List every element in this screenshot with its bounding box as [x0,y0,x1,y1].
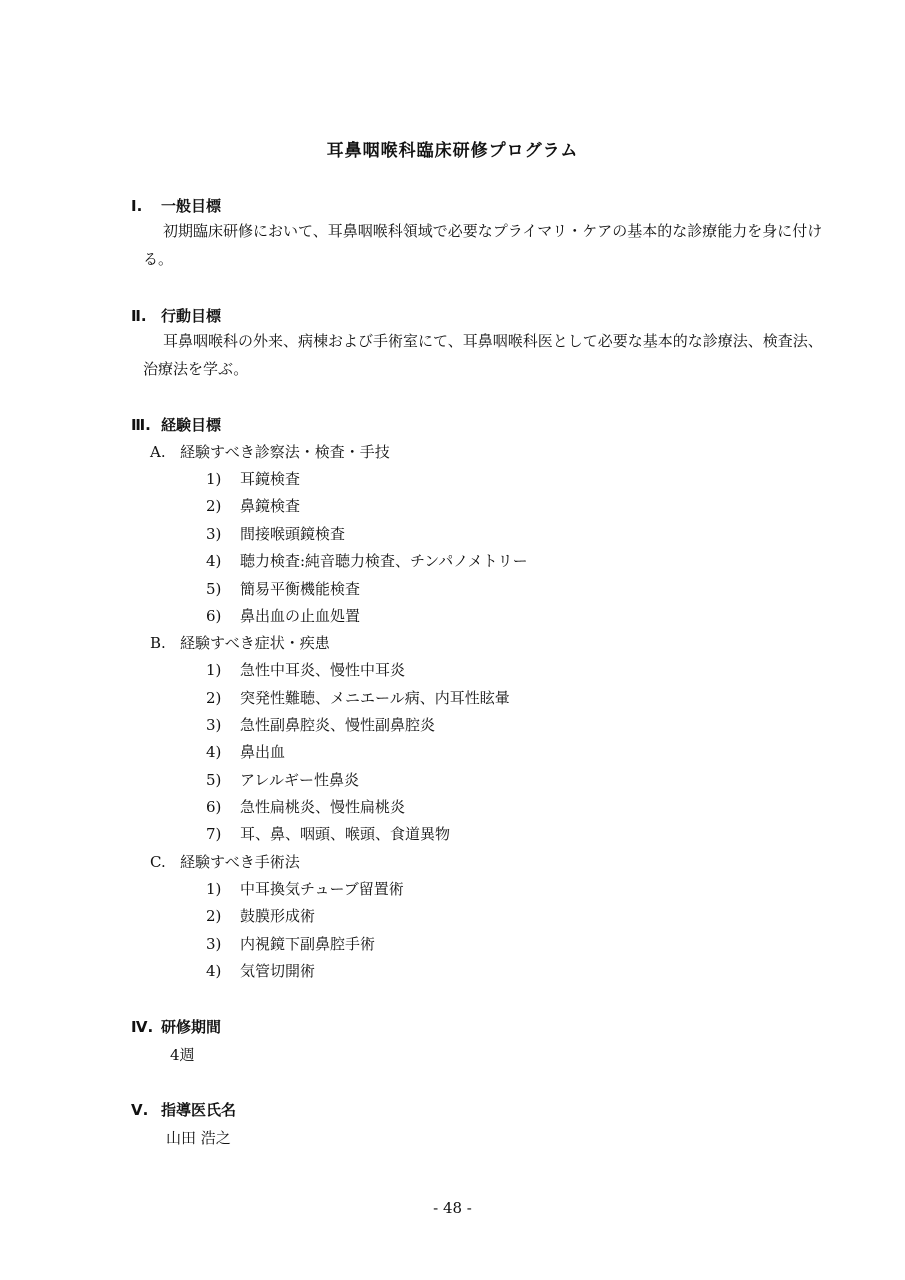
section-heading-supervisor [131,1099,236,1120]
item-number: 5) [206,771,222,789]
subsection-c [150,851,300,872]
general-goal-text: 初期臨床研修において、耳鼻咽喉科領域で必要なプライマリ・ケアの基本的な診療能力を身に付ける。 [143,222,823,268]
item-text: 聴力検査:純音聴力検査、チンパノメトリー [240,552,528,570]
item-number: 3) [206,935,222,953]
item-number: 2) [206,689,222,707]
list-item [206,495,300,516]
section-heading-experience-goal [131,414,221,435]
section-number: Ⅳ. [131,1018,154,1036]
subsection-b [150,632,330,653]
section-heading-general-goal [131,195,221,216]
list-item [206,933,375,954]
subsection-label: 経験すべき手術法 [180,853,300,871]
subsection-a [150,441,390,462]
item-number: 1) [206,470,222,488]
section-number: Ⅰ. [131,197,143,215]
subsection-number: C. [150,853,166,871]
page-title: 耳鼻咽喉科臨床研修プログラム [326,141,579,161]
list-item [206,714,435,735]
list-item [206,578,360,599]
item-text: 内視鏡下副鼻腔手術 [240,935,376,953]
subsection-label: 経験すべき診察法・検査・手技 [180,443,390,461]
list-item [206,905,315,926]
item-text: 中耳換気チューブ留置術 [240,880,404,898]
item-text: 簡易平衡機能検査 [240,580,361,598]
item-text: 突発性難聴、メニエール病、内耳性眩暈 [240,689,510,707]
subsection-number: A. [150,443,166,461]
item-text: アレルギー性鼻炎 [240,771,360,789]
section-number: Ⅲ. [131,416,151,434]
item-number: 1) [206,661,222,679]
behavior-goal-text: 耳鼻咽喉科の外来、病棟および手術室にて、耳鼻咽喉科医として必要な基本的な診療法、検査法、治療法を学ぶ。 [143,332,823,378]
item-number: 5) [206,580,222,598]
list-item [206,796,405,817]
item-text: 急性中耳炎、慢性中耳炎 [240,661,406,679]
item-text: 鼻鏡検査 [240,497,301,515]
item-number: 6) [206,798,222,816]
training-period-value: 4週 [170,1046,195,1064]
section-number: Ⅴ. [131,1101,149,1119]
subsection-number: B. [150,634,166,652]
item-text: 耳鏡検査 [240,470,301,488]
section-heading-training-period [131,1016,221,1037]
subsection-label: 経験すべき症状・疾患 [180,634,330,652]
item-text: 気管切開術 [240,962,316,980]
supervisor-name: 山田 浩之 [166,1129,231,1147]
item-text: 間接喉頭鏡検査 [240,525,346,543]
item-number: 4) [206,743,222,761]
item-text: 鼻出血 [240,743,286,761]
section-number: Ⅱ. [131,307,147,325]
list-item [206,659,405,680]
list-item [206,687,510,708]
list-item [206,605,360,626]
item-text: 鼓膜形成術 [240,907,316,925]
section-label: 一般目標 [161,197,222,215]
list-item [206,878,404,899]
item-text: 急性扁桃炎、慢性扁桃炎 [240,798,406,816]
item-number: 3) [206,716,222,734]
list-item [206,960,315,981]
list-item [206,741,285,762]
item-number: 7) [206,825,222,843]
list-item [206,550,528,571]
section-label: 行動目標 [161,307,222,325]
item-number: 4) [206,962,222,980]
item-text: 耳、鼻、咽頭、喉頭、食道異物 [240,825,451,843]
section-label: 経験目標 [161,416,222,434]
list-item [206,823,450,844]
list-item [206,769,359,790]
list-item [206,523,345,544]
item-text: 急性副鼻腔炎、慢性副鼻腔炎 [240,716,436,734]
item-number: 3) [206,525,222,543]
page-number: - 48 - [433,1199,472,1217]
section-heading-behavior-goal [131,305,221,326]
item-number: 2) [206,907,222,925]
list-item [206,468,300,489]
item-number: 6) [206,607,222,625]
item-number: 2) [206,497,222,515]
item-text: 鼻出血の止血処置 [240,607,361,625]
section-label: 指導医氏名 [161,1101,237,1119]
item-number: 4) [206,552,222,570]
item-number: 1) [206,880,222,898]
section-label: 研修期間 [161,1018,222,1036]
